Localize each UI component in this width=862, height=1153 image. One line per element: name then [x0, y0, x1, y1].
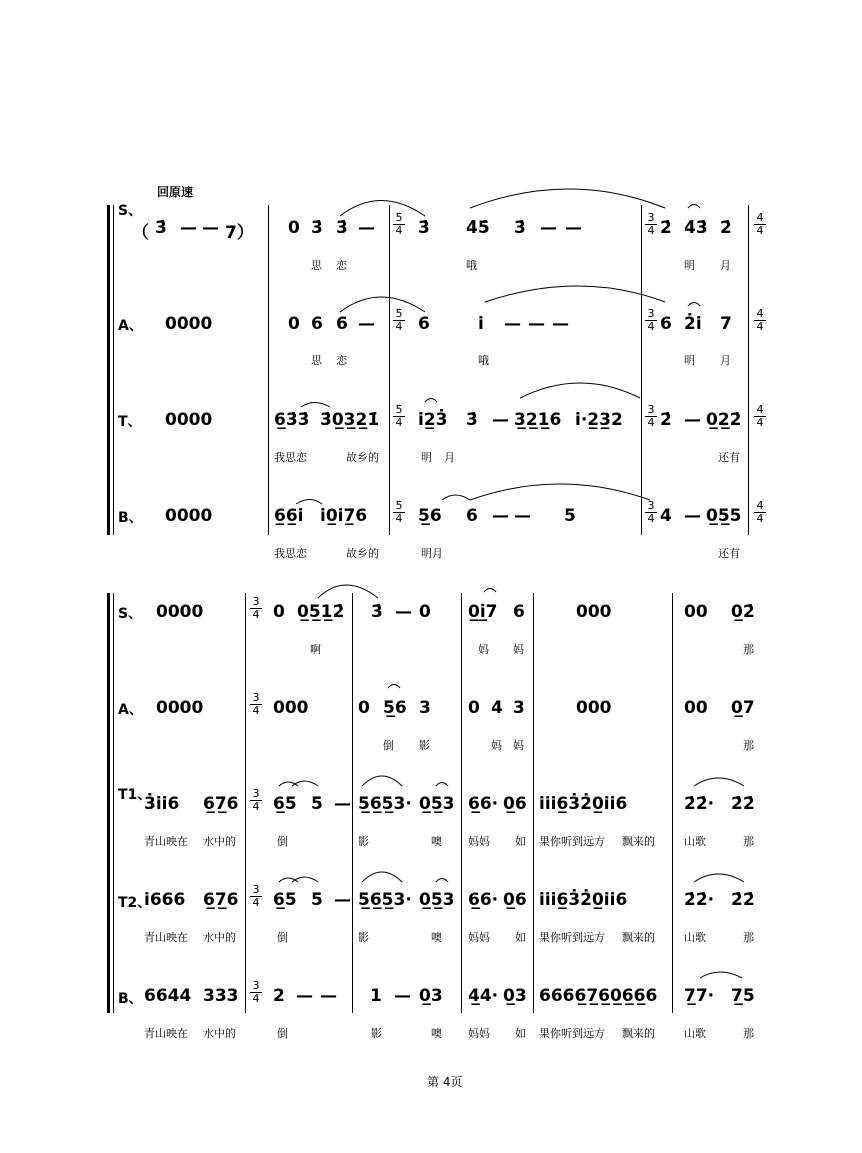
- note: 0: [419, 602, 431, 622]
- lyric: 噢: [431, 931, 442, 944]
- slur: [318, 585, 378, 598]
- time-signature: 4 4: [754, 404, 766, 429]
- lyric: 恋: [336, 259, 347, 272]
- slur: [688, 303, 700, 307]
- slur: [694, 874, 744, 882]
- time-signature: 3 4: [645, 404, 657, 429]
- note: —: [492, 410, 509, 430]
- note: 3̇: [311, 218, 323, 238]
- lyric: 噢: [431, 1027, 442, 1040]
- slur: [292, 781, 318, 786]
- slur: [520, 383, 640, 398]
- note: 2̇2̇·: [684, 794, 715, 814]
- note: 6̲5: [273, 794, 297, 814]
- note: 0: [288, 218, 300, 238]
- time-signature: 5 4: [393, 404, 405, 429]
- note: 2̇2̇: [731, 794, 755, 814]
- time-signature: 3 4: [645, 500, 657, 525]
- note: 6̲6·: [468, 794, 499, 814]
- time-signature: 4 4: [754, 308, 766, 333]
- note: 3̇: [155, 218, 167, 238]
- lyric: 月: [720, 259, 731, 272]
- note: —: [358, 314, 375, 334]
- lyric: 哦: [478, 354, 489, 367]
- lyric: 飘来的: [622, 835, 655, 848]
- note: 0̲5̲1̲2̇: [297, 602, 345, 622]
- lyric: 倒: [277, 931, 288, 944]
- slur: [694, 778, 744, 786]
- time-signature: 3 4: [645, 212, 657, 237]
- slur: [340, 201, 425, 217]
- note: —: [540, 218, 557, 238]
- note: 0000: [165, 506, 213, 526]
- note: 3: [513, 698, 525, 718]
- note: 2̇: [720, 218, 732, 238]
- note: 2̇: [660, 410, 672, 430]
- note: 2̇i̇: [684, 314, 702, 334]
- lyric: 飘来的: [622, 931, 655, 944]
- slur: [340, 297, 425, 312]
- note: —: [395, 602, 412, 622]
- voice-name-soprano: S、: [118, 203, 143, 219]
- note: 3̲2̲1̲6: [514, 410, 562, 430]
- note: 0̲i̲7: [468, 602, 498, 622]
- lyric: 如: [515, 931, 526, 944]
- slur: [388, 685, 400, 689]
- lyric: 影: [358, 931, 369, 944]
- note: i̇i̇i̇6̲3̇2̇0̲i̇i̇6: [539, 890, 628, 910]
- note: 2: [273, 986, 285, 1006]
- note: 0̲5̲5: [706, 506, 742, 526]
- note: 0: [288, 314, 300, 334]
- lyric: 果你听到远方: [539, 931, 605, 944]
- note: 4: [660, 506, 672, 526]
- slur: [470, 484, 650, 500]
- note: i̇: [478, 314, 484, 334]
- note: 6644: [144, 986, 192, 1006]
- note: 6: [311, 314, 323, 334]
- lyric: 水中的: [203, 931, 236, 944]
- lyric: 明: [684, 354, 695, 367]
- note: 5̲6: [418, 506, 442, 526]
- note: 6̲6·: [468, 890, 499, 910]
- lyric: 妈妈: [468, 835, 490, 848]
- note: 0: [468, 698, 480, 718]
- note: i̇·2̲3̲2: [575, 410, 623, 430]
- note: 4̲4·: [468, 986, 499, 1006]
- lyric: 青山映在: [144, 835, 188, 848]
- note: 0000: [165, 314, 213, 334]
- note: —: [492, 506, 509, 526]
- tempo-mark: 回原速: [157, 185, 194, 199]
- lyric: 明: [421, 451, 432, 464]
- lyric: 那: [743, 931, 754, 944]
- note: 5̲6̲5̲3·: [358, 890, 412, 910]
- note: i̇2̲3̇: [418, 410, 448, 430]
- note: 2̇2̇·: [684, 890, 715, 910]
- slur: [425, 399, 437, 403]
- lyric: 那: [743, 1027, 754, 1040]
- note: 00: [684, 602, 708, 622]
- note: —: [684, 410, 701, 430]
- lyric: 妈: [491, 739, 502, 752]
- note: —: [528, 314, 545, 334]
- page-number: 第 4页: [427, 1075, 463, 1089]
- note: i̇i̇i̇6̲3̇2̇0̲i̇i̇6: [539, 794, 628, 814]
- note: 5̲6̲5̲3·: [358, 794, 412, 814]
- note: 6: [336, 314, 348, 334]
- note: 3̇: [418, 218, 430, 238]
- note: —: [684, 506, 701, 526]
- note: 7̲5: [731, 986, 755, 1006]
- lyric: 妈: [513, 643, 524, 656]
- note: —: [296, 986, 313, 1006]
- note: 2̇: [660, 218, 672, 238]
- note: 6666̲7̲6̲0̲6̲6̲6: [539, 986, 658, 1006]
- note: 0̲2̲2̇: [706, 410, 742, 430]
- note: 0: [273, 602, 285, 622]
- note: 4: [491, 698, 503, 718]
- lyric: 果你听到远方: [539, 835, 605, 848]
- time-signature: 3 4: [250, 692, 262, 717]
- note: 6̲3̇3̇: [274, 410, 310, 430]
- time-signature: 5 4: [393, 308, 405, 333]
- note: 6̲5: [273, 890, 297, 910]
- note: 4̇3̇: [684, 218, 708, 238]
- note: 7）: [225, 223, 254, 243]
- lyric: 山歌: [684, 931, 706, 944]
- note: —: [334, 890, 351, 910]
- note: —: [180, 218, 197, 238]
- note: 0̲2̇: [731, 602, 755, 622]
- lyric: 山歌: [684, 1027, 706, 1040]
- lyric: 那: [743, 739, 754, 752]
- lyric: 噢: [431, 835, 442, 848]
- voice-name-alto: A、: [118, 702, 143, 718]
- note: —: [394, 986, 411, 1006]
- lyric: 水中的: [203, 835, 236, 848]
- slur: [292, 877, 318, 882]
- note: 6: [513, 602, 525, 622]
- lyric: 如: [515, 1027, 526, 1040]
- voice-name-tenor-2: T2、: [118, 895, 152, 911]
- time-signature: 4 4: [754, 500, 766, 525]
- note: 333: [203, 986, 239, 1006]
- voice-name-alto: A、: [118, 318, 143, 334]
- lyric: 影: [419, 739, 430, 752]
- voice-name-bass: B、: [118, 991, 143, 1007]
- lyric: 倒: [277, 1027, 288, 1040]
- lyric: 妈: [478, 643, 489, 656]
- lyric: 啊: [310, 643, 321, 656]
- note: —: [202, 218, 219, 238]
- lyric: 恋: [336, 354, 347, 367]
- note: 5̲6: [383, 698, 407, 718]
- lyric: 我思恋: [274, 547, 307, 560]
- slur: [484, 589, 496, 593]
- note: 0000: [165, 410, 213, 430]
- lyric: 明月: [421, 547, 443, 560]
- lyric: 倒: [383, 739, 394, 752]
- slur: [700, 972, 742, 978]
- voice-name-bass: B、: [118, 510, 143, 526]
- note: 6: [466, 506, 478, 526]
- note: 1: [370, 986, 382, 1006]
- note: —: [552, 314, 569, 334]
- note: 000: [273, 698, 309, 718]
- note: （: [132, 223, 149, 243]
- note: 6̲7̲6: [203, 890, 239, 910]
- note: 0: [358, 698, 370, 718]
- lyric: 那: [743, 643, 754, 656]
- note: 0000: [156, 698, 204, 718]
- note: 3̇: [336, 218, 348, 238]
- note: —: [504, 314, 521, 334]
- slur: [362, 776, 402, 786]
- note: —: [320, 986, 337, 1006]
- time-signature: 3 4: [645, 308, 657, 333]
- note: 3̇0̲3̲2̲1̇: [320, 410, 380, 430]
- note: 3̇: [371, 602, 383, 622]
- note: 5: [311, 890, 323, 910]
- note: 00: [684, 698, 708, 718]
- lyric: 故乡的: [346, 547, 379, 560]
- lyric: 哦: [466, 259, 477, 272]
- note: 0000: [156, 602, 204, 622]
- note: 5: [311, 794, 323, 814]
- note: —: [514, 506, 531, 526]
- note: 0̲3: [503, 986, 527, 1006]
- note: 0̲6: [503, 794, 527, 814]
- note: 000: [576, 602, 612, 622]
- voice-name-tenor: T、: [118, 414, 142, 430]
- note: 0̲5̲3: [419, 890, 455, 910]
- note: 0̲6: [503, 890, 527, 910]
- note: 7̲7·: [684, 986, 715, 1006]
- lyric: 水中的: [203, 1027, 236, 1040]
- lyric: 妈: [513, 739, 524, 752]
- time-signature: 4 4: [754, 212, 766, 237]
- voice-name-tenor-1: T1、: [118, 787, 152, 803]
- slur: [485, 286, 665, 302]
- lyric: 飘来的: [622, 1027, 655, 1040]
- note: i̇0̲i̇7̲6: [320, 506, 368, 526]
- lyric: 月: [444, 451, 455, 464]
- note: 6̲6̲i̇: [274, 506, 304, 526]
- note: 6̲7̲6: [203, 794, 239, 814]
- note: —: [358, 218, 375, 238]
- lyric: 青山映在: [144, 931, 188, 944]
- note: 4̇5̇: [466, 218, 490, 238]
- time-signature: 3 4: [250, 980, 262, 1005]
- note: 3: [419, 698, 431, 718]
- lyric: 果你听到远方: [539, 1027, 605, 1040]
- note: 3̇i̇i̇6: [144, 794, 180, 814]
- lyric: 山歌: [684, 835, 706, 848]
- lyric: 妈妈: [468, 931, 490, 944]
- lyric: 倒: [277, 835, 288, 848]
- slur: [442, 495, 470, 500]
- lyric: 还有: [718, 451, 740, 464]
- note: —: [334, 794, 351, 814]
- lyric: 那: [743, 835, 754, 848]
- note: 5: [564, 506, 576, 526]
- lyric: 还有: [718, 547, 740, 560]
- lyric: 思: [311, 354, 322, 367]
- note: 3̇: [466, 410, 478, 430]
- note: 7: [720, 314, 732, 334]
- lyric: 月: [720, 354, 731, 367]
- lyric: 妈妈: [468, 1027, 490, 1040]
- slur: [301, 403, 330, 408]
- note: —: [565, 218, 582, 238]
- lyric: 思: [311, 259, 322, 272]
- slur: [436, 879, 448, 883]
- lyric: 明: [684, 259, 695, 272]
- time-signature: 5 4: [393, 212, 405, 237]
- time-signature: 5 4: [393, 500, 405, 525]
- time-signature: 3 4: [250, 596, 262, 621]
- note: 6: [660, 314, 672, 334]
- note: 6: [418, 314, 430, 334]
- slur: [470, 189, 665, 208]
- time-signature: 3 4: [250, 884, 262, 909]
- slur: [362, 872, 402, 882]
- note: 000: [576, 698, 612, 718]
- note: 0̲3: [419, 986, 443, 1006]
- slur: [296, 500, 322, 505]
- slur: [688, 205, 700, 209]
- note: 2̇2̇: [731, 890, 755, 910]
- lyric: 故乡的: [346, 451, 379, 464]
- voice-name-soprano: S、: [118, 606, 143, 622]
- lyric: 影: [358, 835, 369, 848]
- note: 0̲5̲3: [419, 794, 455, 814]
- time-signature: 3 4: [250, 788, 262, 813]
- lyric: 青山映在: [144, 1027, 188, 1040]
- lyric: 如: [515, 835, 526, 848]
- note: i̇666: [144, 890, 186, 910]
- slur: [436, 783, 448, 787]
- lyric: 我思恋: [274, 451, 307, 464]
- note: 3̇: [514, 218, 526, 238]
- note: 0̲7: [731, 698, 755, 718]
- lyric: 影: [371, 1027, 382, 1040]
